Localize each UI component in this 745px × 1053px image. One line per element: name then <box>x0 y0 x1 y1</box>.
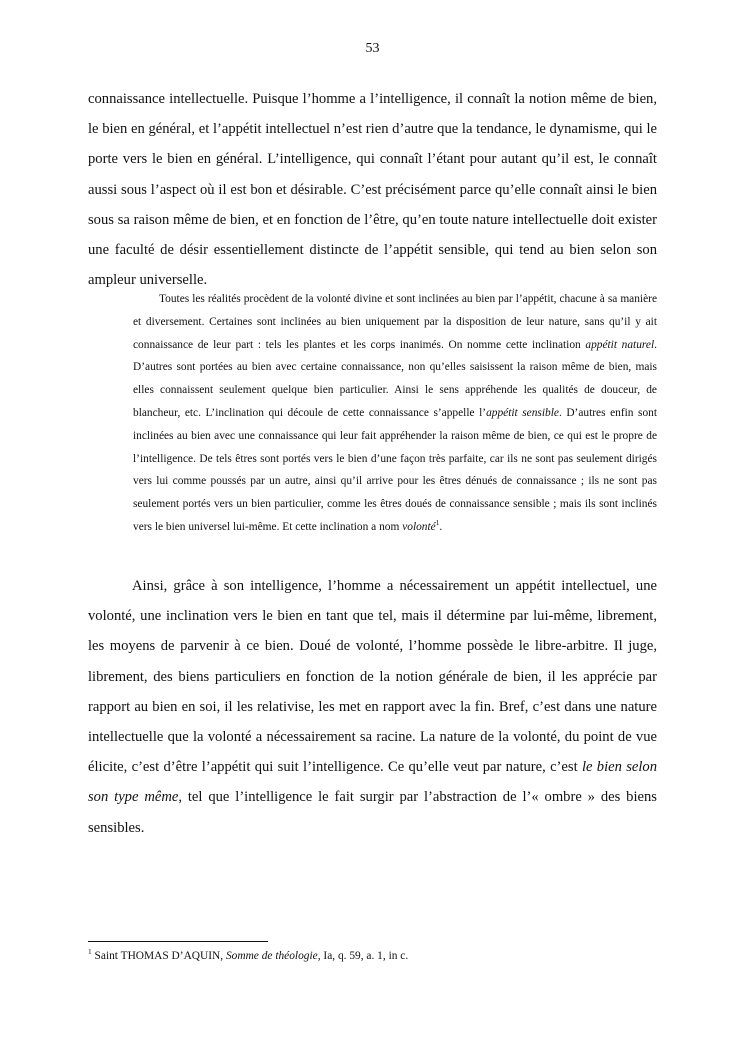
paragraph-2-text-2: , tel que l’intelligence le fait surgir par l’abstraction de l’« ombre » des biens sensibles. <box>88 789 657 836</box>
footnote <box>88 948 657 964</box>
footnote-separator <box>88 941 268 942</box>
footnote-marker: 1 <box>88 947 92 957</box>
paragraph-2-emphasis: le bien selon son type même <box>88 759 658 806</box>
body-paragraph-1: connaissance intellectuelle. Puisque l’homme a l’intelligence, il connaît la notion même de bien, le bien en général, et l’appétit intellectuel n’est rien d’autre que la tendance, le dynamisme, qui le porte vers le bien en général. L’intelligence, qui connaît l’étant pour autant qu’il est, le connaît aussi sous l’aspect où il est bon et désirable. C’est précisément parce qu’elle connaît ainsi le bien sous sa raison même de bien, et en fonction de l’être, qu’en toute nature intellectuelle doit exister une faculté de désir essentiellement distincte de l’appétit sensible, qui tend au bien selon son ampleur universelle. <box>88 91 657 289</box>
quote-text-2: . D’autres sont portées au bien avec certaine connaissance, non qu’elles saisissent la raison même de bien, mais elles connaissent seulement quelque bien particulier. Ainsi le sens appréhende les qualités de douceur, de blancheur, etc. L’inclination qui découle de cette connaissance s’appelle l’ <box>133 338 658 419</box>
footnote-reference-detail: Ia, q. 59, a. 1, in c. <box>320 950 409 962</box>
quote-end: . <box>439 520 443 533</box>
quote-term-appetit-sensible: appétit sensible <box>486 406 559 419</box>
footnote-author: Saint THOMAS D’AQUIN, <box>91 950 226 962</box>
paragraph-2-text-1: Ainsi, grâce à son intelligence, l’homme a nécessairement un appétit intellectuel, une volonté, une inclination vers le bien en tant que tel, mais il détermine par lui-même, librement, les moyens de parvenir à ce bien. Doué de volonté, l’homme possède le libre-arbitre. Il juge, librement, des biens particuliers en fonction de la notion générale de bien, il les apprécie par rapport au bien en soi, il les relativise, les met en rapport avec la fin. Bref, c’est dans une nature intellectuelle que la volonté a nécessairement sa racine. La nature de la volonté, du point de vue élicite, c’est d’être l’appétit qui suit l’intelligence. Ce qu’elle veut par nature, c’est <box>88 578 657 776</box>
page-number: 53 <box>365 41 380 56</box>
block-quote <box>133 288 657 539</box>
body-paragraph-2 <box>88 571 657 843</box>
quote-text-3: . D’autres enfin sont inclinées au bien avec une connaissance qui leur fait appréhender la raison même de bien, ce qui est le propre de l’intelligence. De tels êtres sont portés vers le bien d’une façon très parfaite, car ils ne sont pas seulement dirigés vers lui comme poussés par un autre, ainsi qu’il arrive pour les êtres dénués de connaissance ; ils ne sont pas seulement portés vers un bien particulier, comme les êtres doués de connaissance sensible ; mais ils sont inclinés vers le bien universel lui-même. Et cette inclination a nom <box>133 406 658 533</box>
footnote-reference[interactable]: 1 <box>435 518 440 528</box>
quote-term-appetit-naturel: appétit naturel <box>585 338 655 351</box>
quote-term-volonte: volonté <box>402 520 436 533</box>
footnote-work-title: Somme de théologie, <box>225 950 321 962</box>
quote-text-1: Toutes les réalités procèdent de la volonté divine et sont inclinées au bien par l’appétit, chacune à sa manière et diversement. Certaines sont inclinées au bien uniquement par la disposition de leur nature, sans qu’il y ait connaissance de leur part : tels les plantes et les corps inanimés. On nomme cette inclination <box>133 293 657 351</box>
